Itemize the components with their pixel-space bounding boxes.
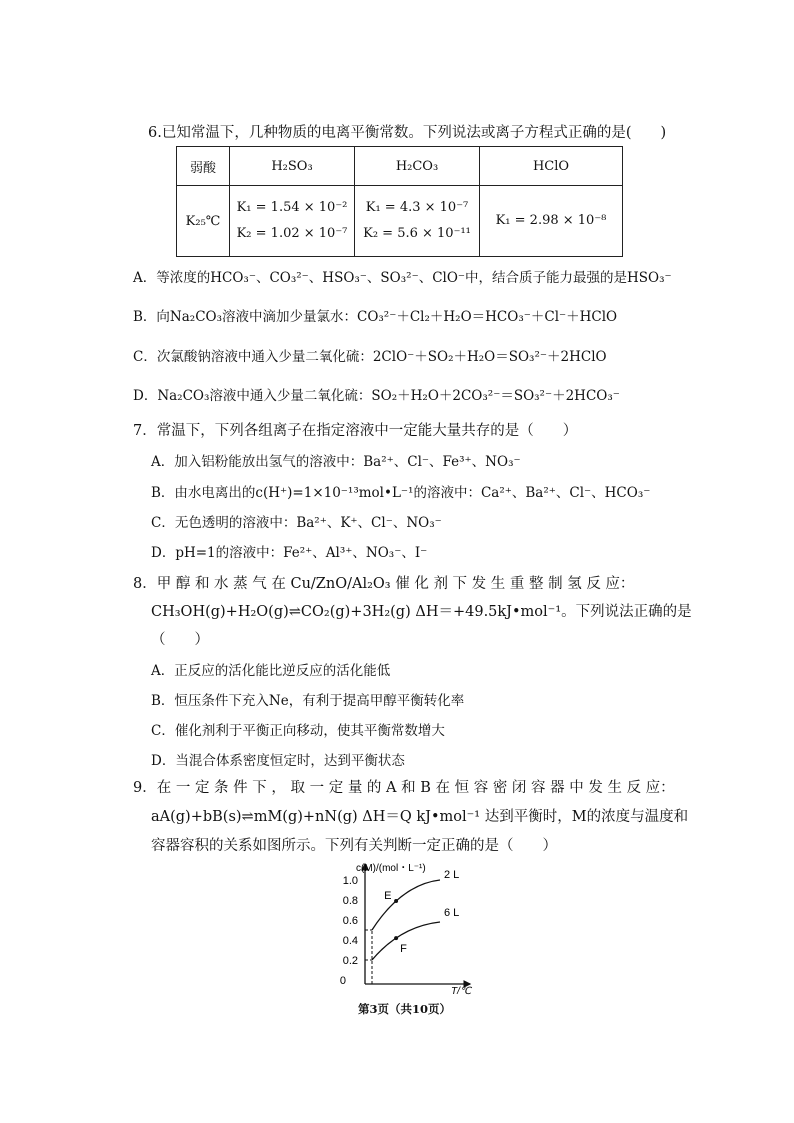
y-tick-label: 0.4 — [342, 935, 358, 947]
q8-stem-line1: 8．甲 醇 和 水 蒸 气 在 Cu/ZnO/Al₂O₃ 催 化 剂 下 发 生 重 整 制 氢 反 应： — [133, 576, 635, 592]
q9-stem-line1: 9．在 一 定 条 件 下 ， 取 一 定 量 的 A 和 B 在 恒 容 密 闭 容 器 中 发 生 反 应： — [133, 780, 675, 796]
q6-option-d[interactable]: D．Na₂CO₃溶液中通入少量二氧化硫：SO₂＋H₂O＋2CO₃²⁻＝SO₃²⁻＋2HCO₃⁻ — [133, 388, 620, 404]
k-value: K₁ = 1.54 × 10⁻² — [236, 200, 348, 215]
ionization-constant-table — [176, 146, 623, 257]
table-header-cell: HClO — [480, 147, 623, 186]
k-value: K₂ = 5.6 × 10⁻¹¹ — [363, 226, 471, 241]
page-footer: 第3页（共10页） — [358, 1002, 452, 1016]
q6-option-b[interactable]: B．向Na₂CO₃溶液中滴加少量氯水：CO₃²⁻＋Cl₂＋H₂O＝HCO₃⁻＋Cl⁻＋HClO — [133, 309, 618, 325]
y-axis-label: c(M)/(mol・L⁻¹) — [356, 863, 426, 874]
y-tick-label: 0.8 — [342, 895, 358, 907]
series-label-6l: 6 L — [444, 907, 460, 919]
q6-stem: 6.已知常温下，几种物质的电离平衡常数。下列说法或离子方程式正确的是( ) — [148, 125, 667, 141]
y-tick-label: 0 — [339, 975, 346, 987]
table-header-cell: H₂SO₃ — [230, 147, 355, 186]
q9-stem-line3: 容器容积的关系如图所示。下列有关判断一定正确的是（ ） — [151, 838, 557, 854]
q7-option-a[interactable]: A．加入铝粉能放出氢气的溶液中：Ba²⁺、Cl⁻、Fe³⁺、NO₃⁻ — [151, 454, 521, 470]
series-label-2l: 2 L — [444, 869, 460, 881]
table-cell-h2co3 — [355, 186, 480, 257]
q7-stem: 7．常温下，下列各组离子在指定溶液中一定能大量共存的是（ ） — [133, 423, 578, 439]
q6-option-c[interactable]: C．次氯酸钠溶液中通入少量二氧化硫：2ClO⁻＋SO₂＋H₂O＝SO₃²⁻＋2HClO — [133, 349, 607, 365]
y-tick-label: 1.0 — [342, 875, 358, 887]
table-header-cell: H₂CO₃ — [355, 147, 480, 186]
k-value: K₁ = 4.3 × 10⁻⁷ — [365, 200, 469, 215]
table-row-label: K₂₅℃ — [177, 186, 230, 257]
q8-stem-line2: CH₃OH(g)+H₂O(g)⇌CO₂(g)+3H₂(g) ΔH＝+49.5kJ•mol⁻¹。下列说法正确的是 — [151, 604, 692, 620]
k-value: K₁ = 2.98 × 10⁻⁸ — [495, 213, 607, 228]
point-label-e: E — [384, 890, 392, 902]
q8-option-c[interactable]: C．催化剂利于平衡正向移动，使其平衡常数增大 — [151, 723, 445, 739]
q6-option-a[interactable]: A．等浓度的HCO₃⁻、CO₃²⁻、HSO₃⁻、SO₃²⁻、ClO⁻中，结合质子能力最强的是HSO₃⁻ — [133, 270, 672, 286]
table-cell-hclo — [480, 186, 623, 257]
q8-option-d[interactable]: D．当混合体系密度恒定时，达到平衡状态 — [151, 753, 405, 769]
table-header-cell: 弱酸 — [177, 147, 230, 186]
y-tick-label: 0.6 — [342, 915, 358, 927]
data-point-f — [394, 936, 398, 940]
table-cell-h2so3 — [230, 186, 355, 257]
series-line-2l — [372, 880, 440, 930]
k-value: K₂ = 1.02 × 10⁻⁷ — [236, 226, 348, 241]
q7-option-b[interactable]: B．由水电离出的c(H⁺)=1×10⁻¹³mol•L⁻¹的溶液中：Ca²⁺、Ba²⁺、Cl⁻、HCO₃⁻ — [151, 485, 651, 501]
point-label-f: F — [400, 943, 407, 956]
q8-option-a[interactable]: A．正反应的活化能比逆反应的活化能低 — [151, 663, 391, 679]
q9-stem-line2: aA(g)+bB(s)⇌mM(g)+nN(g) ΔH＝Q kJ•mol⁻¹ 达到平衡时，M的浓度与温度和 — [151, 809, 689, 825]
q8-option-b[interactable]: B．恒压条件下充入Ne，有利于提高甲醇平衡转化率 — [151, 693, 465, 709]
x-axis-label: T/℃ — [451, 986, 472, 996]
concentration-temperature-chart — [318, 858, 478, 996]
data-point-e — [394, 899, 398, 903]
y-tick-label: 0.2 — [342, 955, 358, 967]
q7-option-d[interactable]: D．pH=1的溶液中：Fe²⁺、Al³⁺、NO₃⁻、I⁻ — [151, 545, 428, 561]
q7-option-c[interactable]: C．无色透明的溶液中：Ba²⁺、K⁺、Cl⁻、NO₃⁻ — [151, 515, 442, 531]
q8-stem-line3: （ ） — [151, 632, 209, 648]
